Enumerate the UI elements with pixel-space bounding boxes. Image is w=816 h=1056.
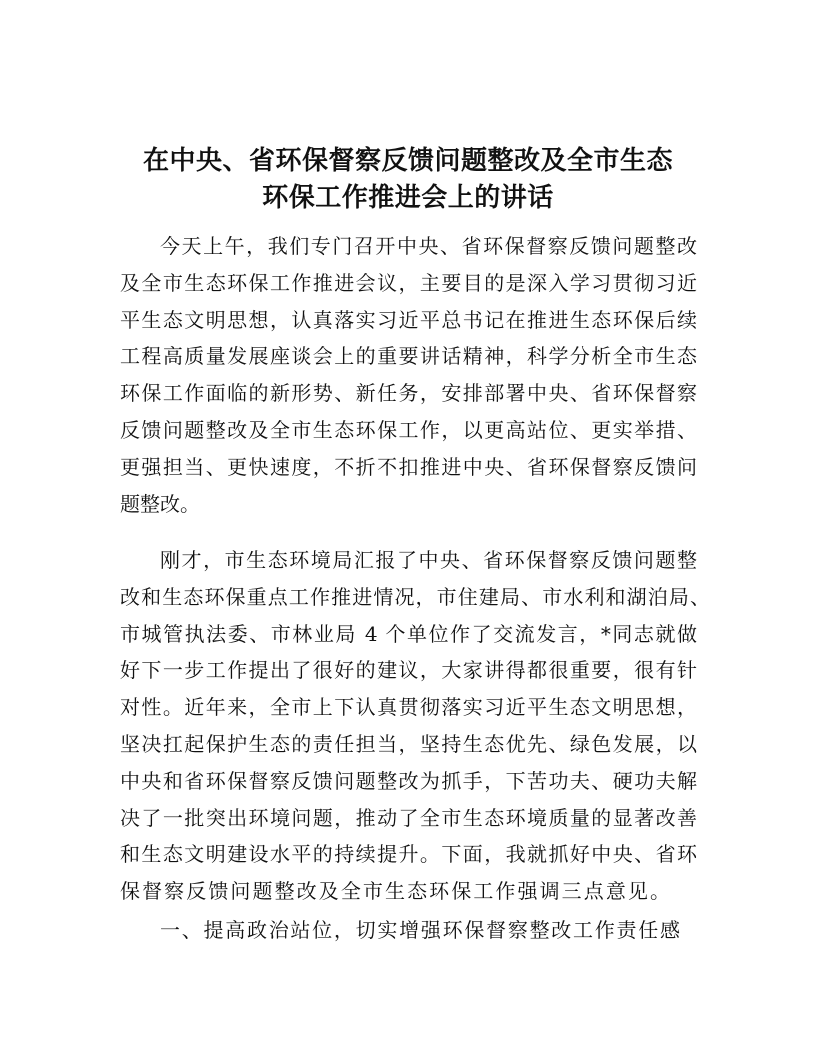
paragraph-line: 中央和省环保督察反馈问题整改为抓手，下苦功夫、硬功夫解 bbox=[120, 768, 697, 793]
paragraph-line: 平生态文明思想，认真落实习近平总书记在推进生态环保后续 bbox=[120, 307, 697, 332]
paragraph-line: 保督察反馈问题整改及全市生态环保工作强调三点意见。 bbox=[120, 879, 670, 904]
paragraph-line: 反馈问题整改及全市生态环保工作，以更高站位、更实举措、 bbox=[120, 418, 697, 442]
paragraph-line: 坚决扛起保护生态的责任担当，坚持生态优先、绿色发展，以 bbox=[120, 732, 697, 756]
paragraph-line: 今天上午，我们专门召开中央、省环保督察反馈问题整改 bbox=[160, 234, 697, 258]
paragraph-line: 更强担当、更快速度，不折不扣推进中央、省环保督察反馈问 bbox=[120, 454, 697, 479]
paragraph-line: 和生态文明建设水平的持续提升。下面，我就抓好中央、省环 bbox=[120, 842, 697, 867]
section-heading-1: 一、提高政治站位，切实增强环保督察整改工作责任感 bbox=[160, 918, 680, 942]
title-line-1: 在中央、省环保督察反馈问题整改及全市生态 bbox=[142, 146, 673, 176]
paragraph-line: 改和生态环保重点工作推进情况，市住建局、市水利和湖泊局、 bbox=[120, 584, 710, 609]
paragraph-line: 工程高质量发展座谈会上的重要讲话精神，科学分析全市生态 bbox=[120, 344, 697, 369]
paragraph-line: 决了一批突出环境问题，推动了全市生态环境质量的显著改善 bbox=[120, 805, 697, 830]
paragraph-line: 市城管执法委、市林业局 4 个单位作了交流发言，*同志就做 bbox=[120, 621, 697, 646]
paragraph-line: 刚才，市生态环境局汇报了中央、省环保督察反馈问题整 bbox=[160, 548, 697, 572]
paragraph-line: 好下一步工作提出了很好的建议，大家讲得都很重要，很有针 bbox=[120, 658, 697, 683]
paragraph-line: 题整改。 bbox=[120, 491, 200, 516]
paragraph-line: 对性。近年来，全市上下认真贯彻落实习近平生态文明思想， bbox=[120, 695, 697, 720]
paragraph-line: 及全市生态环保工作推进会议，主要目的是深入学习贯彻习近 bbox=[120, 270, 697, 295]
paragraph-line: 环保工作面临的新形势、新任务，安排部署中央、省环保督察 bbox=[120, 381, 697, 406]
title-line-2: 环保工作推进会上的讲话 bbox=[262, 183, 554, 213]
